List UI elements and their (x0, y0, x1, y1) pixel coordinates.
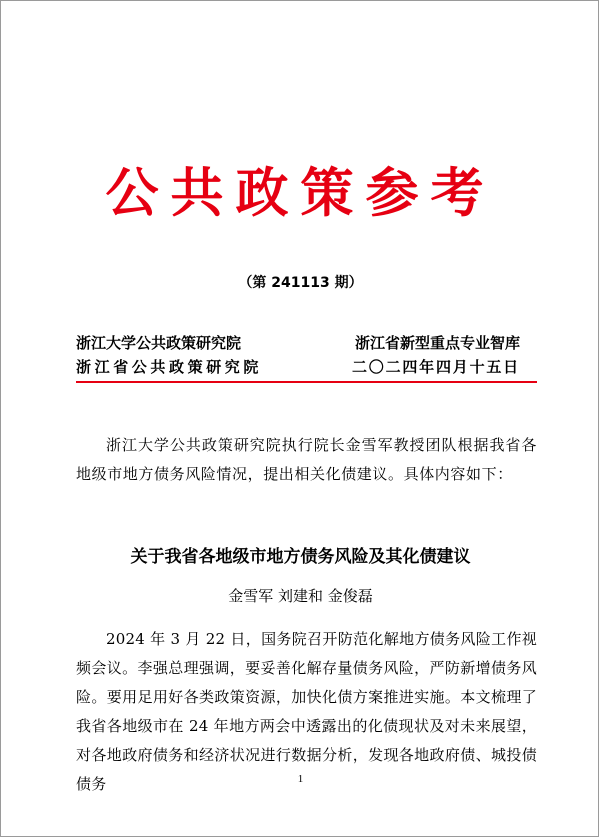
header-divider (76, 381, 537, 383)
publication-date: 二〇二四年四月十五日 (351, 358, 520, 376)
page-number: 1 (297, 773, 304, 785)
institute-name-2: 浙江省公共政策研究院 (76, 358, 263, 376)
institute-name-1: 浙江大学公共政策研究院 (76, 334, 242, 352)
issue-number: （第 241113 期） (238, 275, 363, 291)
publication-title: 公共政策参考 (105, 163, 496, 224)
body-paragraph: 2024 年 3 月 22 日，国务院召开防范化解地方债务风险工作视频会议。李强总理强调，要妥善化解存量债务风险，严防新增债务风险。要用足用好各类政策资源，加快化债方案推进实施。本文梳理了我省各地级市在 24 年地方两会中透露出的化债现状及对未来展望，对各地政府债务和经济状况进行数据分析，发现各地政府债、城投债债务 (76, 630, 537, 793)
article-authors: 金雪军 刘建和 金俊磊 (228, 587, 373, 605)
think-tank-label: 浙江省新型重点专业智库 (354, 334, 520, 352)
intro-paragraph: 浙江大学公共政策研究院执行院长金雪军教授团队根据我省各地级市地方债务风险情况，提出相关化债建议。具体内容如下： (76, 436, 537, 483)
article-title: 关于我省各地级市地方债务风险及其化债建议 (130, 547, 471, 567)
